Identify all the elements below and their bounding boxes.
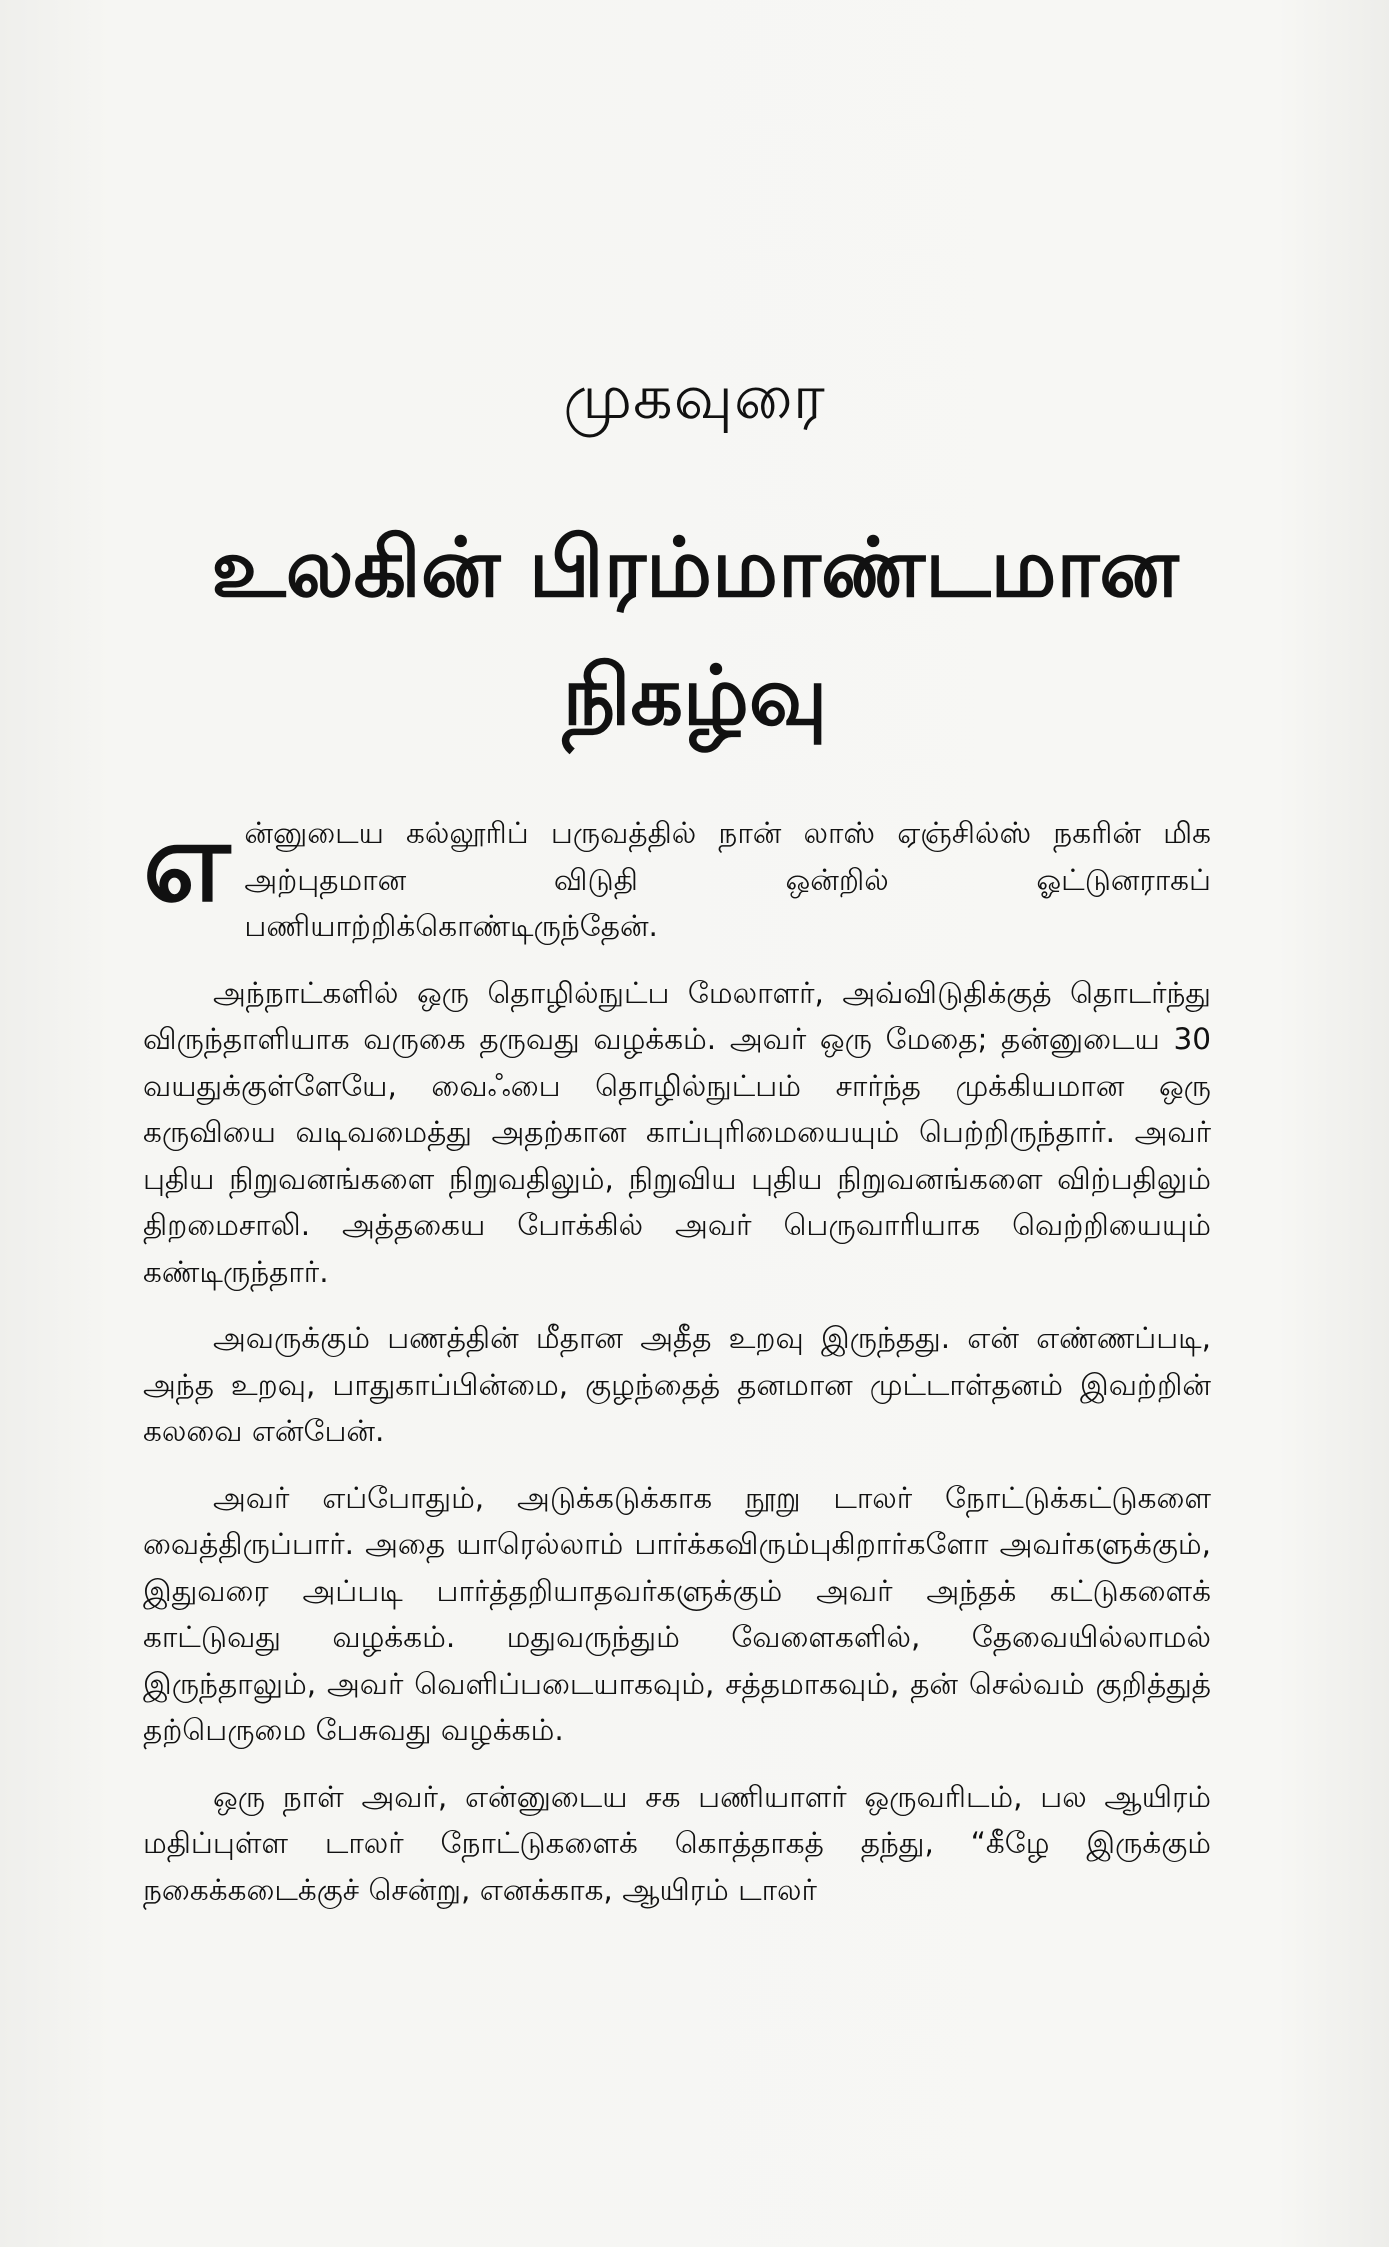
drop-cap: எ — [143, 797, 231, 927]
paragraph-4: அவர் எப்போதும், அடுக்கடுக்காக நூறு டாலர் நோட்டுக்கட்டுகளை வைத்திருப்பார். அதை யாரெல்லாம் பார்க்கவிரும்புகிறார்களோ அவர்களுக்கும், இதுவரை அப்படி பார்த்தறியாதவர்களுக்கும் அவர் அந்தக் கட்டுகளைக் காட்டுவது வழக்கம். மதுவருந்தும் வேளைகளில், தேவையில்லாமல் இருந்தாலும், அவர் வெளிப்படையாகவும், சத்தமாகவும், தன் செல்வம் குறித்துத் தற்பெருமை பேசுவது வழக்கம். — [143, 1480, 1211, 1747]
paragraph-1 — [143, 797, 1211, 950]
section-label: முகவுரை — [563, 360, 826, 433]
chapter-title: உலகின் பிரம்மாண்டமான நிகழ்வு — [211, 521, 1179, 744]
paragraph-3: அவருக்கும் பணத்தின் மீதான அதீத உறவு இருந்தது. என் எண்ணப்படி, அந்த உறவு, பாதுகாப்பின்மை, குழந்தைத் தனமான முட்டாள்தனம் இவற்றின் கலவை என்பேன். — [143, 1321, 1211, 1448]
paragraph-2: அந்நாட்களில் ஒரு தொழில்நுட்ப மேலாளர், அவ்விடுதிக்குத் தொடர்ந்து விருந்தாளியாக வருகை தருவது வழக்கம். அவர் ஒரு மேதை; தன்னுடைய 30 வயதுக்குள்ளேயே, வைஃபை தொழில்நுட்பம் சார்ந்த முக்கியமான ஒரு கருவியை வடிவமைத்து அதற்கான காப்புரிமையையும் பெற்றிருந்தார். அவர் புதிய நிறுவனங்களை நிறுவதிலும், நிறுவிய புதிய நிறுவனங்களை விற்பதிலும் திறமைசாலி. அத்தகைய போக்கில் அவர் பெருவாரியாக வெற்றியையும் கண்டிருந்தார். — [143, 975, 1211, 1289]
paragraph-5: ஒரு நாள் அவர், என்னுடைய சக பணியாளர் ஒருவரிடம், பல ஆயிரம் மதிப்புள்ள டாலர் நோட்டுகளைக் கொத்தாகத் தந்து, “கீழே இருக்கும் நகைக்கடைக்குச் சென்று, எனக்காக, ஆயிரம் டாலர் — [143, 1779, 1211, 1907]
paragraph-1-text: ன்னுடைய கல்லூரிப் பருவத்தில் நான் லாஸ் ஏஞ்சில்ஸ் நகரின் மிக அற்புதமான விடுதி ஒன்றில் ஓட்டுனராகப் பணியாற்றிக்கொண்டிருந்தேன். — [244, 816, 1211, 943]
body-text — [143, 797, 1211, 1933]
